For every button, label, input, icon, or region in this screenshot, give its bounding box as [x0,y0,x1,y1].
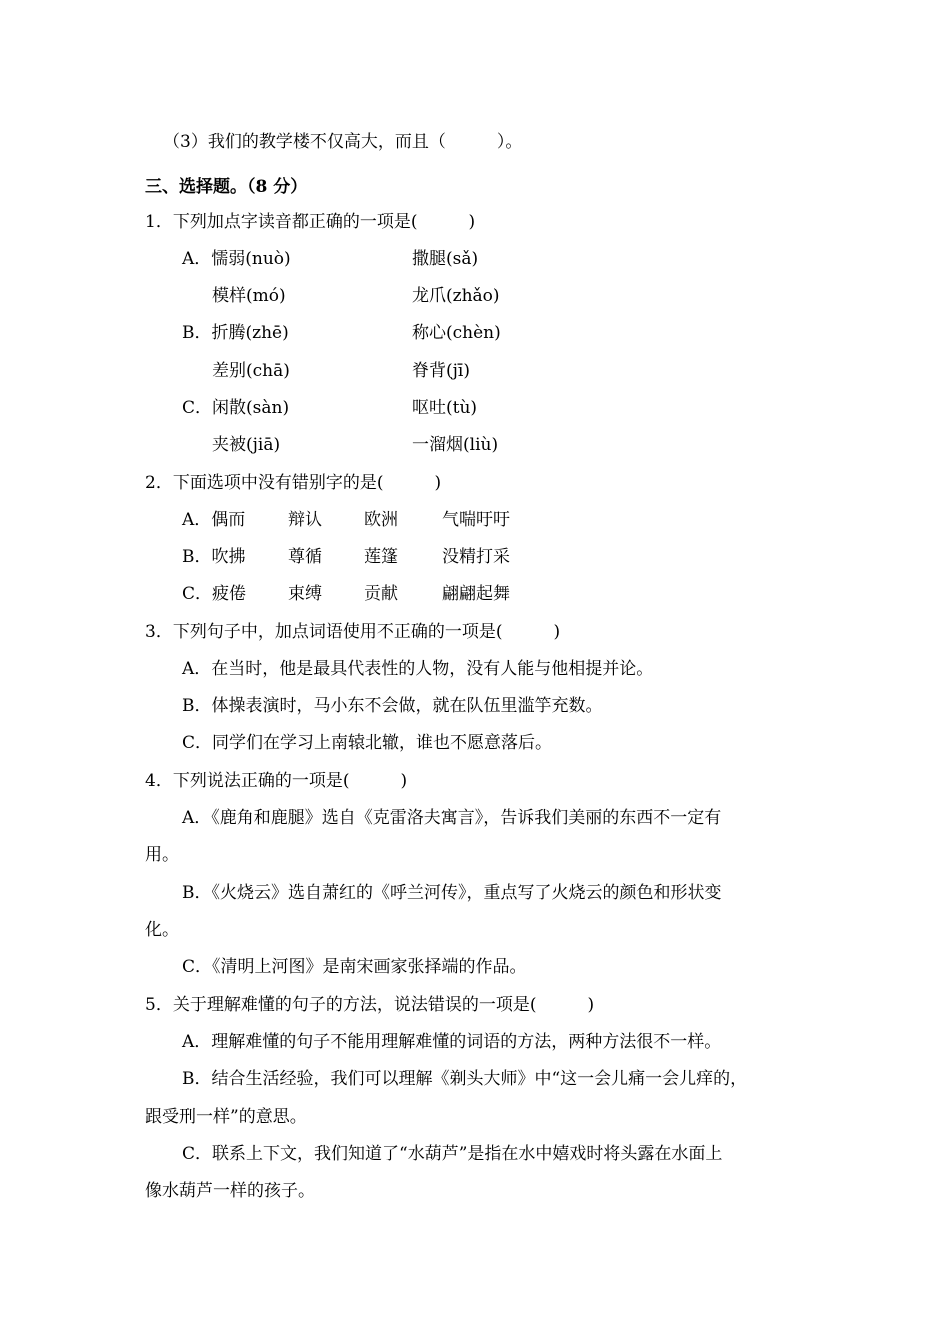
q1-option-c-word-2: 呕吐(tù) [412,398,478,418]
q2-option-a-word-3: 欧洲 [364,510,398,530]
question-2-stem: 2．下面选项中没有错别字的是( ) [145,473,442,493]
section-title-choice: 三、选择题。（8 分） [145,177,308,197]
q4-option-b-line-1: B．《火烧云》选自萧红的《呼兰河传》，重点写了火烧云的颜色和形状变 [182,883,722,903]
q2-option-b-word-4: 没精打采 [442,547,510,567]
question-3-stem: 3．下列句子中，加点词语使用不正确的一项是( ) [145,622,561,642]
q2-option-a-word-4: 气喘吁吁 [442,510,510,530]
q1-option-a-word-3: 模样(mó) [212,286,286,306]
q1-option-a-word-2: 撒腿(sǎ) [412,249,479,269]
q1-option-b-word-3: 差别(chā) [212,361,290,381]
q2-option-b-word-3: 莲篷 [364,547,398,567]
q2-option-b-word-2: 尊循 [288,547,322,567]
q4-option-a-line-1: A．《鹿角和鹿腿》选自《克雷洛夫寓言》，告诉我们美丽的东西不一定有 [182,808,722,828]
q1-option-b-word-2: 称心(chèn) [412,323,501,343]
q5-option-a: A．理解难懂的句子不能用理解难懂的词语的方法，两种方法很不一样。 [182,1032,722,1052]
q4-option-c: C．《清明上河图》是南宋画家张择端的作品。 [182,957,527,977]
q4-option-a-line-2: 用。 [145,845,179,865]
question-5-stem: 5．关于理解难懂的句子的方法，说法错误的一项是( ) [145,995,595,1015]
q2-option-c-word-1: C．疲倦 [182,584,247,604]
q1-option-a-word-1: A．懦弱(nuò) [182,249,291,269]
q5-option-b-line-2: 跟受刑一样”的意思。 [145,1107,307,1127]
q3-option-c: C．同学们在学习上南辕北辙，谁也不愿意落后。 [182,733,553,753]
q3-option-a: A．在当时，他是最具代表性的人物，没有人能与他相提并论。 [182,659,654,679]
q2-option-a-word-2: 辩认 [288,510,322,530]
q1-option-c-word-4: 一溜烟(liù) [412,435,499,455]
q1-option-b-word-4: 脊背(jī) [412,361,470,381]
q5-option-c-line-2: 像水葫芦一样的孩子。 [145,1181,315,1201]
q5-option-c-line-1: C．联系上下文，我们知道了“水葫芦”是指在水中嬉戏时将头露在水面上 [182,1144,723,1164]
q4-option-b-line-2: 化。 [145,920,179,940]
q3-option-b: B．体操表演时，马小东不会做，就在队伍里滥竽充数。 [182,696,603,716]
q2-option-c-word-3: 贡献 [364,584,398,604]
q5-option-b-line-1: B．结合生活经验，我们可以理解《剃头大师》中“这一会儿痛一会儿痒的， [182,1069,748,1089]
q2-option-c-word-4: 翩翩起舞 [442,584,510,604]
q1-option-b-word-1: B．折腾(zhē) [182,323,289,343]
question-4-stem: 4．下列说法正确的一项是( ) [145,771,408,791]
q2-option-c-word-2: 束缚 [288,584,322,604]
q2-option-b-word-1: B．吹拂 [182,547,246,567]
q2-option-a-word-1: A．偶而 [182,510,246,530]
q1-option-a-word-4: 龙爪(zhǎo) [412,286,500,306]
q1-option-c-word-1: C．闲散(sàn) [182,398,290,418]
question-1-stem: 1．下列加点字读音都正确的一项是( ) [145,212,476,232]
q3-sub-item-3: （3）我们的教学楼不仅高大，而且（ ）。 [163,132,523,152]
q1-option-c-word-3: 夹被(jiā) [212,435,281,455]
